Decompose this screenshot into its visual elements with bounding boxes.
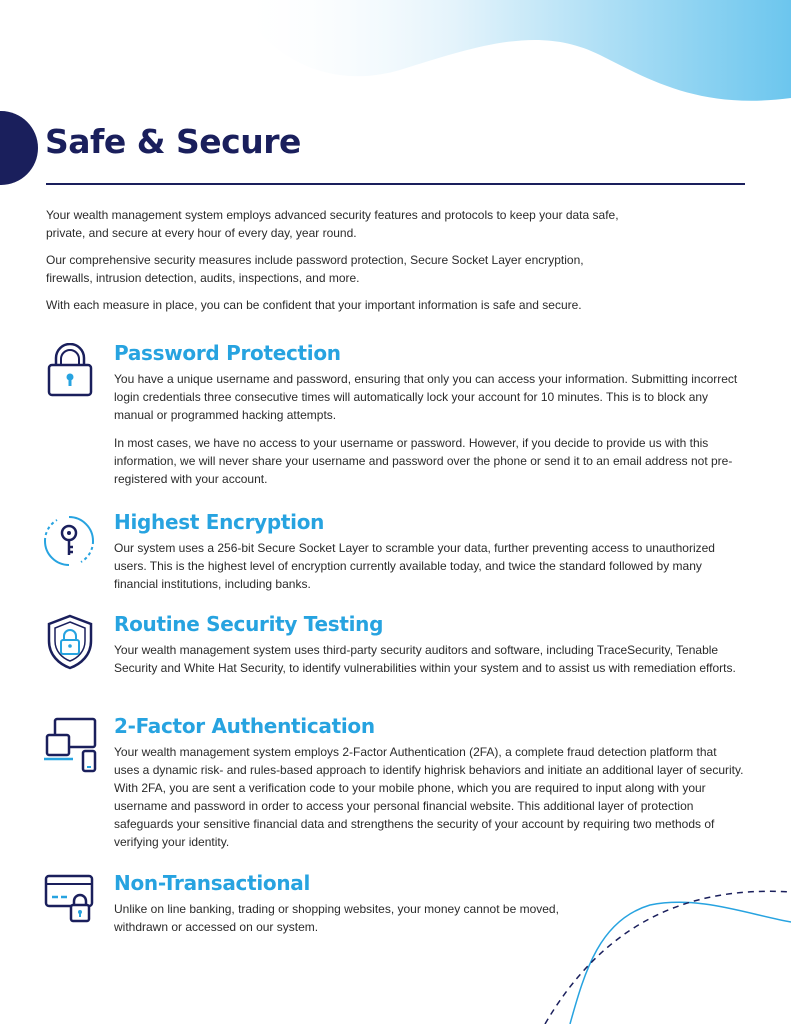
padlock-icon [44,343,96,399]
shield-lock-icon [44,613,96,671]
section-heading: Non-Transactional [114,871,311,895]
section-highest-encryption [114,509,744,603]
intro-paragraph: With each measure in place, you can be confident that your important information is safe and secure. [46,298,582,312]
section-heading: 2-Factor Authentication [114,714,375,738]
section-2-factor-authentication [114,713,744,861]
section-routine-security-testing [114,611,744,687]
section-paragraph: Unlike on line banking, trading or shopping websites, your money cannot be moved, withdrawn or accessed on our system. [114,902,559,934]
intro-paragraph: Our comprehensive security measures include password protection, Secure Socket Layer encryption, firewalls, intrusion detection, audits, inspections, and more. [46,253,584,285]
devices-icon [43,715,99,773]
page-title: Safe & Secure [45,122,301,161]
section-heading: Highest Encryption [114,510,325,534]
section-paragraph: Your wealth management system employs 2-Factor Authentication (2FA), a complete fraud detection platform that uses a dynamic risk- and rules-based approach to identify highrisk behaviors and initiate an additional layer of security. With 2FA, you are sent a verification code to your mobile phone, which you are required to input along with your username and password in order to access your personal financial website. This additional layer of protection safeguards your sensitive financial data and strengthens the security of your account by requiring two methods of verifying your identity. [114,745,744,849]
intro-block [46,206,621,323]
section-heading: Routine Security Testing [114,612,384,636]
section-heading: Password Protection [114,341,341,365]
section-non-transactional [114,870,614,946]
encryption-key-icon [41,513,97,569]
top-wave-decoration [0,0,791,120]
left-edge-tab-decoration [0,111,38,185]
intro-paragraph: Your wealth management system employs advanced security features and protocols to keep your data safe, private, and secure at every hour of every day, year round. [46,208,619,240]
section-password-protection [114,340,744,498]
title-divider [46,183,745,185]
locked-card-icon [43,872,99,926]
section-paragraph: In most cases, we have no access to your username or password. However, if you decide to provide us with this information, we will never share your username and password over the phone or send it to an email address not pre-registered with your account. [114,436,733,486]
section-paragraph: Your wealth management system uses third-party security auditors and software, including TraceSecurity, Tenable Security and White Hat Security, to identify vulnerabilities within your system and to assist us with remediation efforts. [114,643,736,675]
section-paragraph: Our system uses a 256-bit Secure Socket Layer to scramble your data, further preventing access to unauthorized users. This is the highest level of encryption currently available today, and twice the standard followed by many financial institutions, including banks. [114,541,715,591]
section-paragraph: You have a unique username and password, ensuring that only you can access your information. Submitting incorrect login credentials three consecutive times will automatically lock your account for 10 minutes. This is to block any manual or programmed hacking attempts. [114,372,738,422]
